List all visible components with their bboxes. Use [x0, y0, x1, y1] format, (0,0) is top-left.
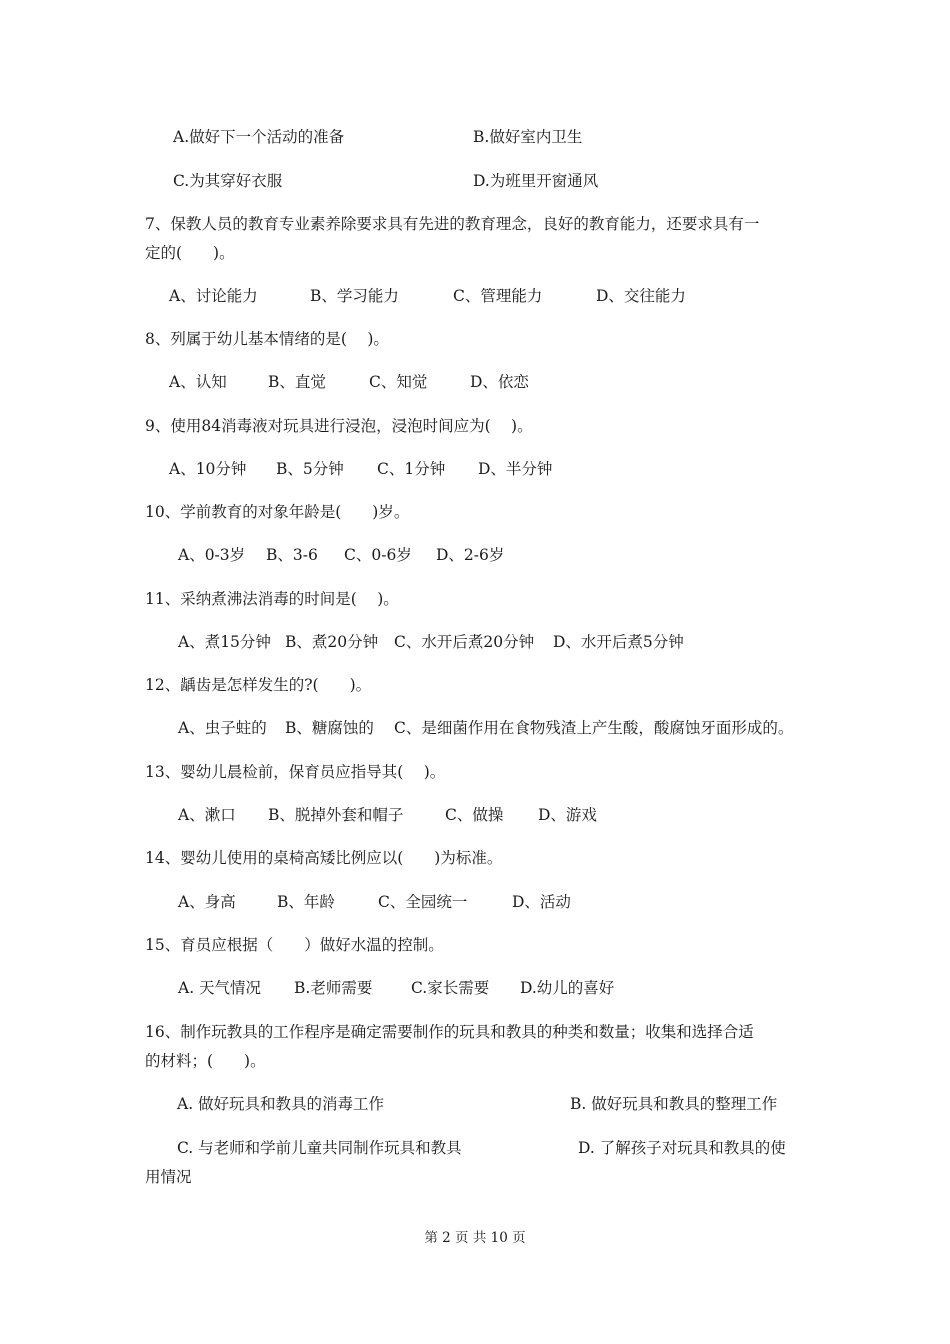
q7-stem-line1: 7、保教人员的教育专业素养除要求具有先进的教育理念，良好的教育能力，还要求具有一: [145, 215, 760, 233]
q6-option-b: B.做好室内卫生: [473, 128, 583, 146]
q15-option-b: B.老师需要: [294, 979, 373, 997]
q16-stem-line1: 16、制作玩教具的工作程序是确定需要制作的玩具和教具的种类和数量；收集和选择合适: [145, 1023, 754, 1041]
q10-option-d: D、2-6岁: [436, 546, 505, 564]
q10-option-b: B、3-6: [266, 546, 318, 564]
q13-option-a: A、漱口: [178, 806, 236, 824]
q7-stem-line2: 定的( )。: [145, 244, 235, 262]
q15-option-d: D.幼儿的喜好: [520, 979, 615, 997]
q16-option-a: A. 做好玩具和教具的消毒工作: [177, 1095, 385, 1113]
q15-stem: 15、育员应根据（ ）做好水温的控制。: [145, 936, 444, 954]
q8-stem: 8、列属于幼儿基本情绪的是( )。: [145, 330, 389, 348]
q6-option-d: D.为班里开窗通风: [473, 172, 599, 190]
q16-stem-line2: 的材料；( )。: [145, 1052, 266, 1070]
q16-option-d-line1: D. 了解孩子对玩具和教具的使: [578, 1139, 786, 1157]
q12-option-b: B、糖腐蚀的: [285, 719, 374, 737]
q9-option-a: A、10分钟: [169, 460, 247, 478]
q13-stem: 13、婴幼儿晨检前，保育员应指导其( )。: [145, 763, 446, 781]
page-number: 第 2 页 共 10 页: [424, 1230, 526, 1246]
q10-option-a: A、0-3岁: [178, 546, 246, 564]
q11-option-d: D、水开后煮5分钟: [553, 633, 684, 651]
q8-option-d: D、依恋: [470, 373, 529, 391]
q6-option-c: C.为其穿好衣服: [173, 172, 283, 190]
q16-option-b: B. 做好玩具和教具的整理工作: [570, 1095, 778, 1113]
q10-stem: 10、学前教育的对象年龄是( )岁。: [145, 503, 410, 521]
q11-stem: 11、采纳煮沸法消毒的时间是( )。: [145, 590, 399, 608]
q16-option-c: C. 与老师和学前儿童共同制作玩具和教具: [177, 1139, 462, 1157]
q13-option-c: C、做操: [445, 806, 504, 824]
q11-option-c: C、水开后煮20分钟: [394, 633, 535, 651]
q7-option-b: B、学习能力: [310, 287, 399, 305]
q14-option-b: B、年龄: [277, 893, 335, 911]
q12-option-c: C、是细菌作用在食物残渣上产生酸，酸腐蚀牙面形成的。: [394, 719, 794, 737]
q12-stem: 12、龋齿是怎样发生的?( )。: [145, 676, 372, 694]
q9-option-d: D、半分钟: [478, 460, 553, 478]
q13-option-d: D、游戏: [538, 806, 597, 824]
q10-option-c: C、0-6岁: [344, 546, 412, 564]
q9-option-c: C、1分钟: [377, 460, 446, 478]
q14-stem: 14、婴幼儿使用的桌椅高矮比例应以( )为标准。: [145, 849, 503, 867]
q14-option-a: A、身高: [178, 893, 236, 911]
q8-option-c: C、知觉: [369, 373, 428, 391]
q8-option-b: B、直觉: [268, 373, 326, 391]
q15-option-c: C.家长需要: [411, 979, 490, 997]
q13-option-b: B、脱掉外套和帽子: [268, 806, 404, 824]
q16-option-d-line2: 用情况: [145, 1168, 192, 1186]
q11-option-a: A、煮15分钟: [178, 633, 271, 651]
q7-option-a: A、讨论能力: [169, 287, 258, 305]
q14-option-d: D、活动: [512, 893, 571, 911]
q7-option-d: D、交往能力: [596, 287, 686, 305]
q11-option-b: B、煮20分钟: [285, 633, 379, 651]
q9-option-b: B、5分钟: [276, 460, 344, 478]
q14-option-c: C、全园统一: [378, 893, 468, 911]
q9-stem: 9、使用84消毒液对玩具进行浸泡，浸泡时间应为( )。: [145, 417, 533, 435]
q8-option-a: A、认知: [169, 373, 227, 391]
q12-option-a: A、虫子蛀的: [178, 719, 267, 737]
q7-option-c: C、管理能力: [453, 287, 543, 305]
q6-option-a: A.做好下一个活动的准备: [173, 128, 345, 146]
q15-option-a: A. 天气情况: [178, 979, 262, 997]
